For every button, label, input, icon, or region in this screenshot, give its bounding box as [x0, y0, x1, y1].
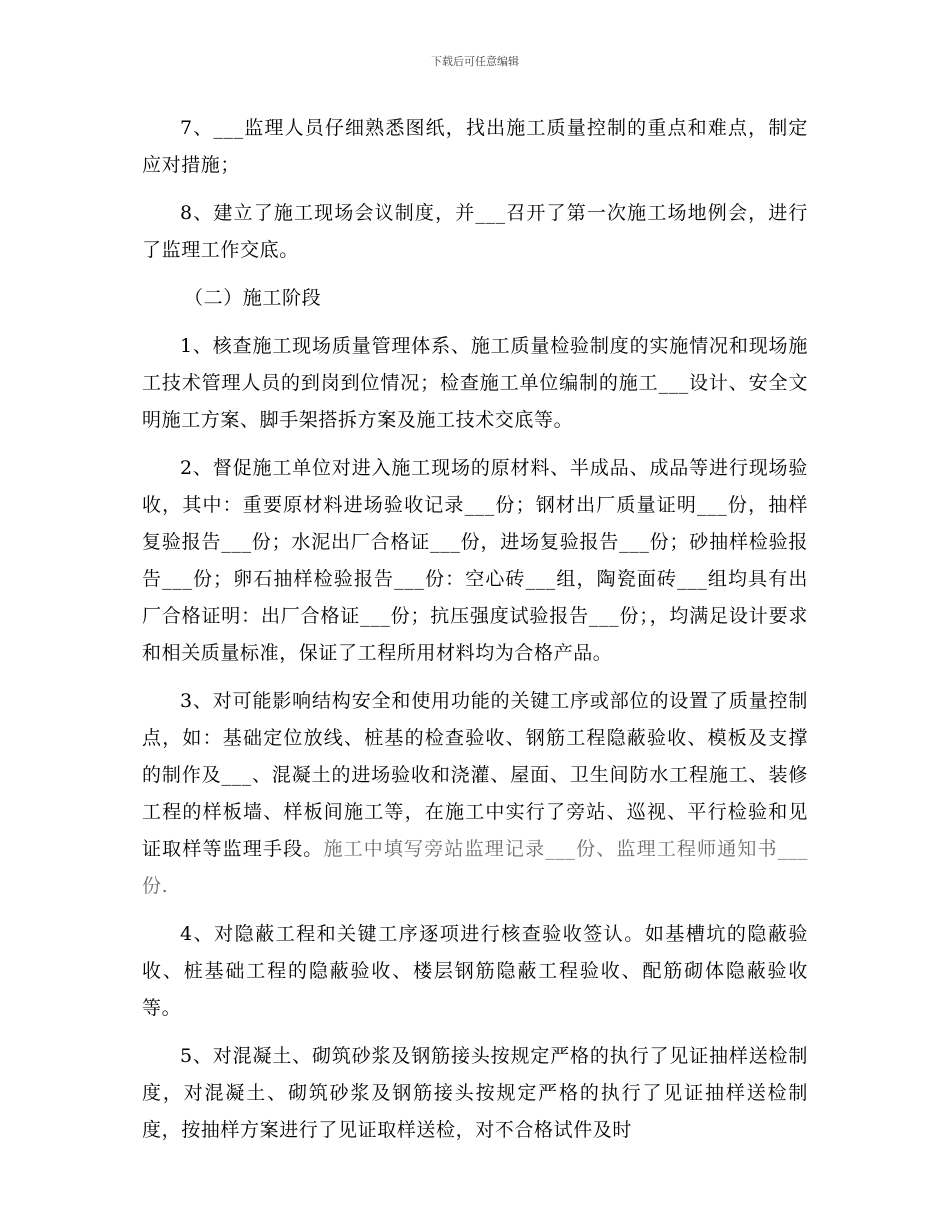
paragraph-item-8: 8、建立了施工现场会议制度，并___召开了第一次施工场地例会，进行了监理工作交底。 — [142, 202, 808, 261]
paragraph-item-1: 1、核查施工现场质量管理体系、施工质量检验制度的实施情况和现场施工技术管理人员的到岗到位情况；检查施工单位编制的施工___设计、安全文明施工方案、脚手架搭拆方案及施工技术交底等。 — [142, 335, 808, 431]
paragraph-item-2: 2、督促施工单位对进入施工现场的原材料、半成品、成品等进行现场验收，其中：重要原材料进场验收记录___份；钢材出厂质量证明___份，抽样复验报告___份；水泥出厂合格证___份，进场复验报告___份；砂抽样检验报告___份；卵石抽样检验报告___份：空心砖___组，陶瓷面砖___组均具有出厂合格证明：出厂合格证___份；抗压强度试验报告___份；，均满足设计要求和相关质量标准，保证了工程所用材料均为合格产品。 — [142, 457, 808, 664]
paragraph-item-7: 7、___监理人员仔细熟悉图纸，找出施工质量控制的重点和难点，制定应对措施； — [142, 117, 808, 176]
section-heading-construction-stage: （二）施工阶段 — [184, 287, 322, 309]
paragraph-item-3-record-note: 施工中填写旁站监理记录___份、监理工程师通知书___份. — [142, 838, 808, 897]
paragraph-item-3-main: 3、对可能影响结构安全和使用功能的关键工序或部位的设置了质量控制点，如：基础定位放线、桩基的检查验收、钢筋工程隐蔽验收、模板及支撑的制作及___、混凝土的进场验收和浇灌、屋面、卫生间防水工程施工、装修工程的样板墙、样板间施工等，在施工中实行了旁站、巡视、平行检验和见证取样等监理手段。 — [142, 690, 808, 860]
paragraph-item-5: 5、对混凝土、砌筑砂浆及钢筋接头按规定严格的执行了见证抽样送检制度，对混凝土、砌筑砂浆及钢筋接头按规定严格的执行了见证抽样送检制度，按抽样方案进行了见证取样送检，对不合格试件及时 — [142, 1045, 808, 1141]
paragraph-item-3 — [142, 683, 808, 905]
document-body — [142, 110, 808, 1160]
page-header-note: 下载后可任意编辑 — [431, 55, 519, 68]
paragraph-item-4: 4、对隐蔽工程和关键工序逐项进行核查验收签认。如基槽坑的隐蔽验收、桩基础工程的隐蔽验收、楼层钢筋隐蔽工程验收、配筋砌体隐蔽验收等。 — [142, 923, 808, 1019]
